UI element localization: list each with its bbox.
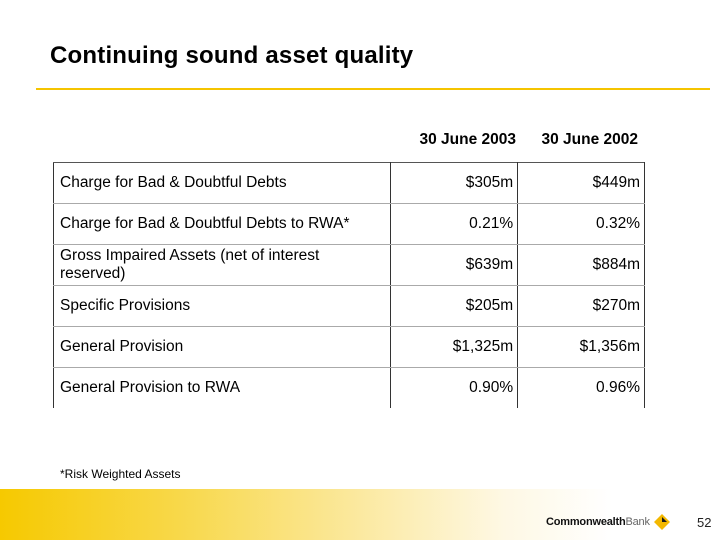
table-row [54, 245, 645, 286]
row-label-line-1: Gross Impaired Assets (net of interest [60, 247, 320, 264]
commonwealth-bank-logo [546, 514, 670, 530]
value-2002: $1,356m [518, 327, 645, 368]
asset-quality-table [53, 162, 645, 408]
footnote: *Risk Weighted Assets [60, 467, 181, 481]
value-2003: 0.21% [391, 204, 518, 245]
column-header-2002: 30 June 2002 [541, 131, 638, 148]
table-row [54, 368, 645, 409]
title-divider [36, 88, 710, 90]
row-label: General Provision [54, 327, 391, 368]
table-row [54, 286, 645, 327]
value-2002: $270m [518, 286, 645, 327]
logo-word-light: Bank [625, 516, 650, 528]
value-2002: $884m [518, 245, 645, 286]
logo-word-bold: Commonwealth [546, 516, 626, 528]
row-label: General Provision to RWA [54, 368, 391, 409]
value-2002: 0.32% [518, 204, 645, 245]
value-2003: $205m [391, 286, 518, 327]
row-label [54, 245, 391, 286]
row-label: Charge for Bad & Doubtful Debts [54, 163, 391, 204]
page-number: 52 [697, 515, 712, 530]
row-label: Charge for Bad & Doubtful Debts to RWA* [54, 204, 391, 245]
row-label-line-2: reserved) [60, 265, 126, 282]
table-row [54, 327, 645, 368]
table-row [54, 204, 645, 245]
commonwealth-bank-diamond-icon [654, 514, 670, 530]
row-label: Specific Provisions [54, 286, 391, 327]
value-2002: $449m [518, 163, 645, 204]
logo-wordmark [546, 516, 650, 528]
value-2003: $1,325m [391, 327, 518, 368]
table-row [54, 163, 645, 204]
slide-title: Continuing sound asset quality [50, 42, 414, 69]
value-2002: 0.96% [518, 368, 645, 409]
column-header-2003: 30 June 2003 [419, 131, 516, 148]
value-2003: 0.90% [391, 368, 518, 409]
value-2003: $305m [391, 163, 518, 204]
value-2003: $639m [391, 245, 518, 286]
